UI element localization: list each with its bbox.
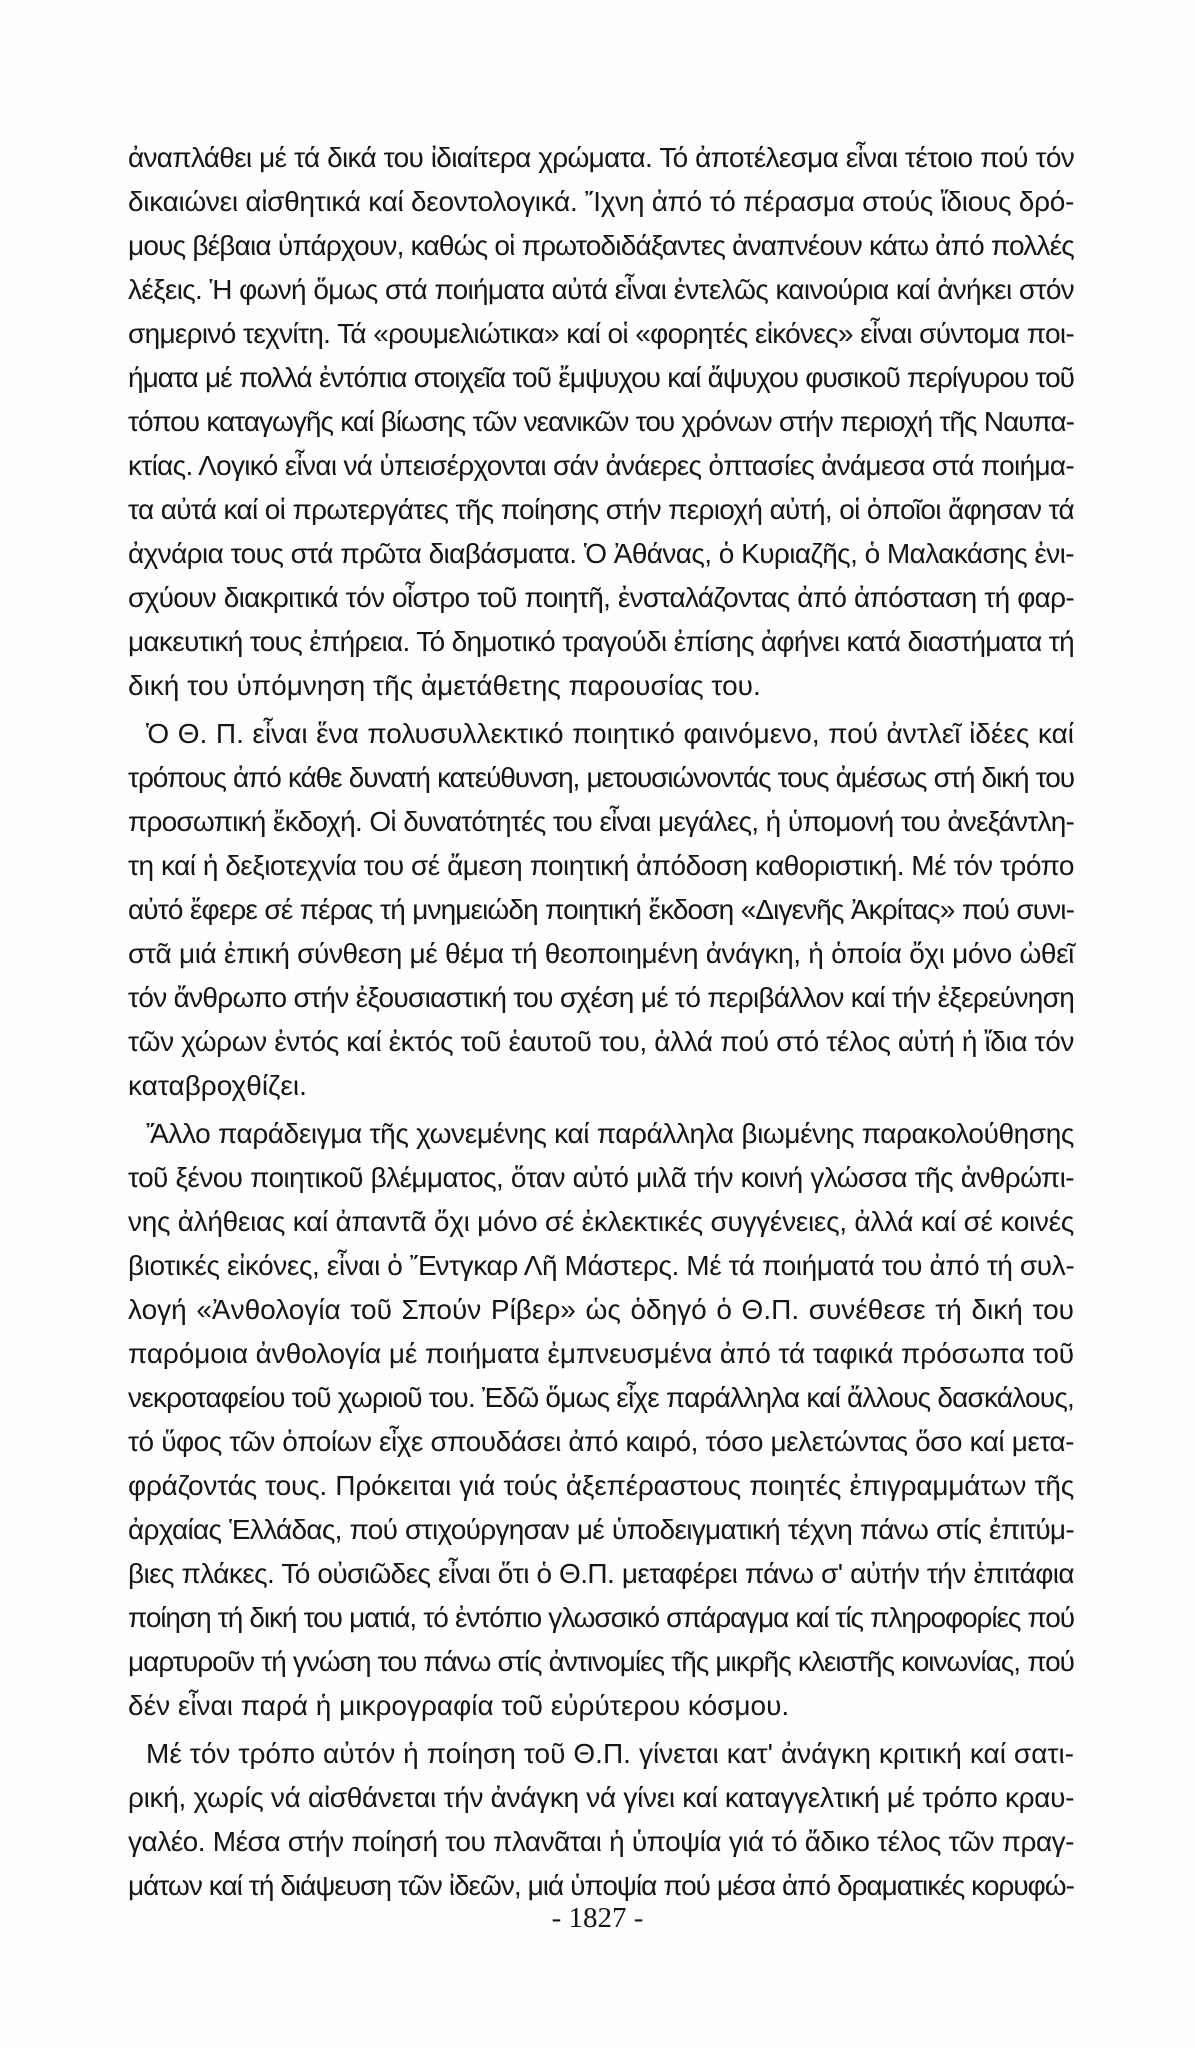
text-line: ρική, χωρίς νά αἰσθάνεται τήν ἀνάγκη νά γίνει καί καταγγελτική μέ τρόπο κραυ- [128,1782,1075,1813]
text-line: μους βέβαια ὑπάρχουν, καθώς οἱ πρωτοδιδάξαντες ἀναπνέουν κάτω ἀπό πολλές [128,230,1074,261]
text-line: βιες πλάκες. Τό οὐσιῶδες εἶναι ὅτι ὁ Θ.Π. μεταφέρει πάνω σ' αὐτήν τήν ἐπιτάφια [128,1558,1074,1589]
page-number: - 1827 - [551,1902,644,1934]
text-line: τόπου καταγωγῆς καί βίωσης τῶν νεανικῶν του χρόνων στήν περιοχή τῆς Ναυπα- [128,406,1074,437]
text-line: τοῦ ξένου ποιητικοῦ βλέμματος, ὅταν αὐτό μιλᾶ τήν κοινή γλώσσα τῆς ἀνθρώπι- [128,1162,1074,1193]
text-line: προσωπική ἔκδοχή. Οἱ δυνατότητές του εἶναι μεγάλες, ἡ ὑπομονή του ἀνεξάντλη- [128,806,1074,837]
text-line: γαλέο. Μέσα στήν ποίησή του πλανᾶται ἡ ὑποψία γιά τό ἄδικο τέλος τῶν πραγ- [128,1826,1074,1857]
text-line: ήματα μέ πολλά ἐντόπια στοιχεῖα τοῦ ἔμψυχου καί ἄψυχου φυσικοῦ περίγυρου τοῦ [128,362,1074,393]
text-line: βιοτικές εἰκόνες, εἶναι ὁ Ἔντγκαρ Λῆ Μάστερς. Μέ τά ποιήματά του ἀπό τή συλ- [128,1250,1075,1281]
text-line: τη καί ἡ δεξιοτεχνία του σέ ἄμεση ποιητική ἀπόδοση καθοριστική. Μέ τόν τρόπο [128,850,1074,881]
text-line: νεκροταφείου τοῦ χωριοῦ του. Ἐδῶ ὅμως εἶχε παράλληλα καί ἄλλους δασκάλους, [128,1382,1074,1413]
text-line: τρόπους ἀπό κάθε δυνατή κατεύθυνση, μετουσιώνοντάς τους ἀμέσως στή δική του [128,762,1074,793]
text-line: δική του ὑπόμνηση τῆς ἀμετάθετης παρουσίας του. [128,670,761,701]
text-line: ἀρχαίας Ἑλλάδας, πού στιχούργησαν μέ ὑποδειγματική τέχνη πάνω στίς ἐπιτύμ- [128,1514,1074,1545]
text-line: δέν εἶναι παρά ἡ μικρογραφία τοῦ εὐρύτερου κόσμου. [128,1690,790,1721]
text-line: σχύουν διακριτικά τόν οἶστρο τοῦ ποιητῆ, ἐνσταλάζοντας ἀπό ἀπόσταση τή φαρ- [128,582,1074,613]
text-line: ἀχνάρια τους στά πρῶτα διαβάσματα. Ὁ Ἀθάνας, ὁ Κυριαζῆς, ὁ Μαλακάσης ἐνι- [128,538,1074,569]
text-line: παρόμοια ἀνθολογία μέ ποιήματα ἐμπνευσμένα ἀπό τά ταφικά πρόσωπα τοῦ [128,1338,1074,1369]
text-line: σημερινό τεχνίτη. Τά «ρουμελιώτικα» καί οἱ «φορητές εἰκόνες» εἶναι σύντομα ποι- [128,318,1074,349]
text-line: τῶν χώρων ἐντός καί ἐκτός τοῦ ἑαυτοῦ του, ἀλλά πού στό τέλος αὐτή ἡ ἴδια τόν [128,1026,1074,1057]
text-line: Ὁ Θ. Π. εἶναι ἕνα πολυσυλλεκτικό ποιητικό φαινόμενο, πού ἀντλεῖ ἰδέες καί [146,718,1074,749]
text-line: λέξεις. Ἡ φωνή ὅμως στά ποιήματα αὐτά εἶναι ἐντελῶς καινούρια καί ἀνήκει στόν [128,274,1074,305]
text-line: ποίηση τή δική του ματιά, τό ἐντόπιο γλωσσικό σπάραγμα καί τίς πληροφορίες πού [128,1602,1074,1633]
text-line: μάτων καί τή διάψευση τῶν ἰδεῶν, μιά ὑποψία πού μέσα ἀπό δραματικές κορυφώ- [128,1870,1074,1901]
text-line: νης ἀλήθειας καί ἀπαντᾶ ὄχι μόνο σέ ἐκλεκτικές συγγένειες, ἀλλά καί σέ κοινές [128,1206,1074,1237]
text-line: καταβροχθίζει. [128,1070,307,1101]
text-line: κτίας. Λογικό εἶναι νά ὑπεισέρχονται σάν ἀνάερες ὀπτασίες ἀνάμεσα στά ποιήμα- [128,450,1074,481]
text-line: τα αὐτά καί οἱ πρωτεργάτες τῆς ποίησης στήν περιοχή αὐτή, οἱ ὁποῖοι ἄφησαν τά [128,494,1074,525]
text-line: αὐτό ἔφερε σέ πέρας τή μνημειώδη ποιητική ἔκδοση «Διγενῆς Ἀκρίτας» πού συνι- [128,894,1074,925]
text-line: Μέ τόν τρόπο αὐτόν ἡ ποίηση τοῦ Θ.Π. γίνεται κατ' ἀνάγκη κριτική καί σατι- [146,1738,1074,1769]
text-line: φράζοντάς τους. Πρόκειται γιά τούς ἀξεπέραστους ποιητές ἐπιγραμμάτων τῆς [128,1470,1074,1501]
text-line: μακευτική τους ἐπήρεια. Τό δημοτικό τραγούδι ἐπίσης ἀφήνει κατά διαστήματα τή [128,626,1074,657]
text-line: τό ὕφος τῶν ὁποίων εἶχε σπουδάσει ἀπό καιρό, τόσο μελετώντας ὅσο καί μετα- [128,1426,1074,1457]
text-line: δικαιώνει αἰσθητικά καί δεοντολογικά. Ἴχνη ἀπό τό πέρασμα στούς ἴδιους δρό- [128,186,1074,217]
text-line: μαρτυροῦν τή γνώση του πάνω στίς ἀντινομίες τῆς μικρῆς κλειστῆς κοινωνίας, πού [128,1646,1074,1677]
text-line: Ἄλλο παράδειγμα τῆς χωνεμένης καί παράλληλα βιωμένης παρακολούθησης [146,1118,1074,1149]
text-line: ἀναπλάθει μέ τά δικά του ἰδιαίτερα χρώματα. Τό ἀποτέλεσμα εἶναι τέτοιο πού τόν [128,142,1074,173]
text-line: στᾶ μιά ἐπική σύνθεση μέ θέμα τή θεοποιημένη ἀνάγκη, ἡ ὁποία ὄχι μόνο ὠθεῖ [128,938,1074,969]
text-line: τόν ἄνθρωπο στήν ἐξουσιαστική του σχέση μέ τό περιβάλλον καί τήν ἐξερεύνηση [128,982,1075,1013]
text-line: λογή «Ἀνθολογία τοῦ Σπούν Ρίβερ» ὡς ὁδηγό ὁ Θ.Π. συνέθεσε τή δική του [128,1294,1074,1325]
